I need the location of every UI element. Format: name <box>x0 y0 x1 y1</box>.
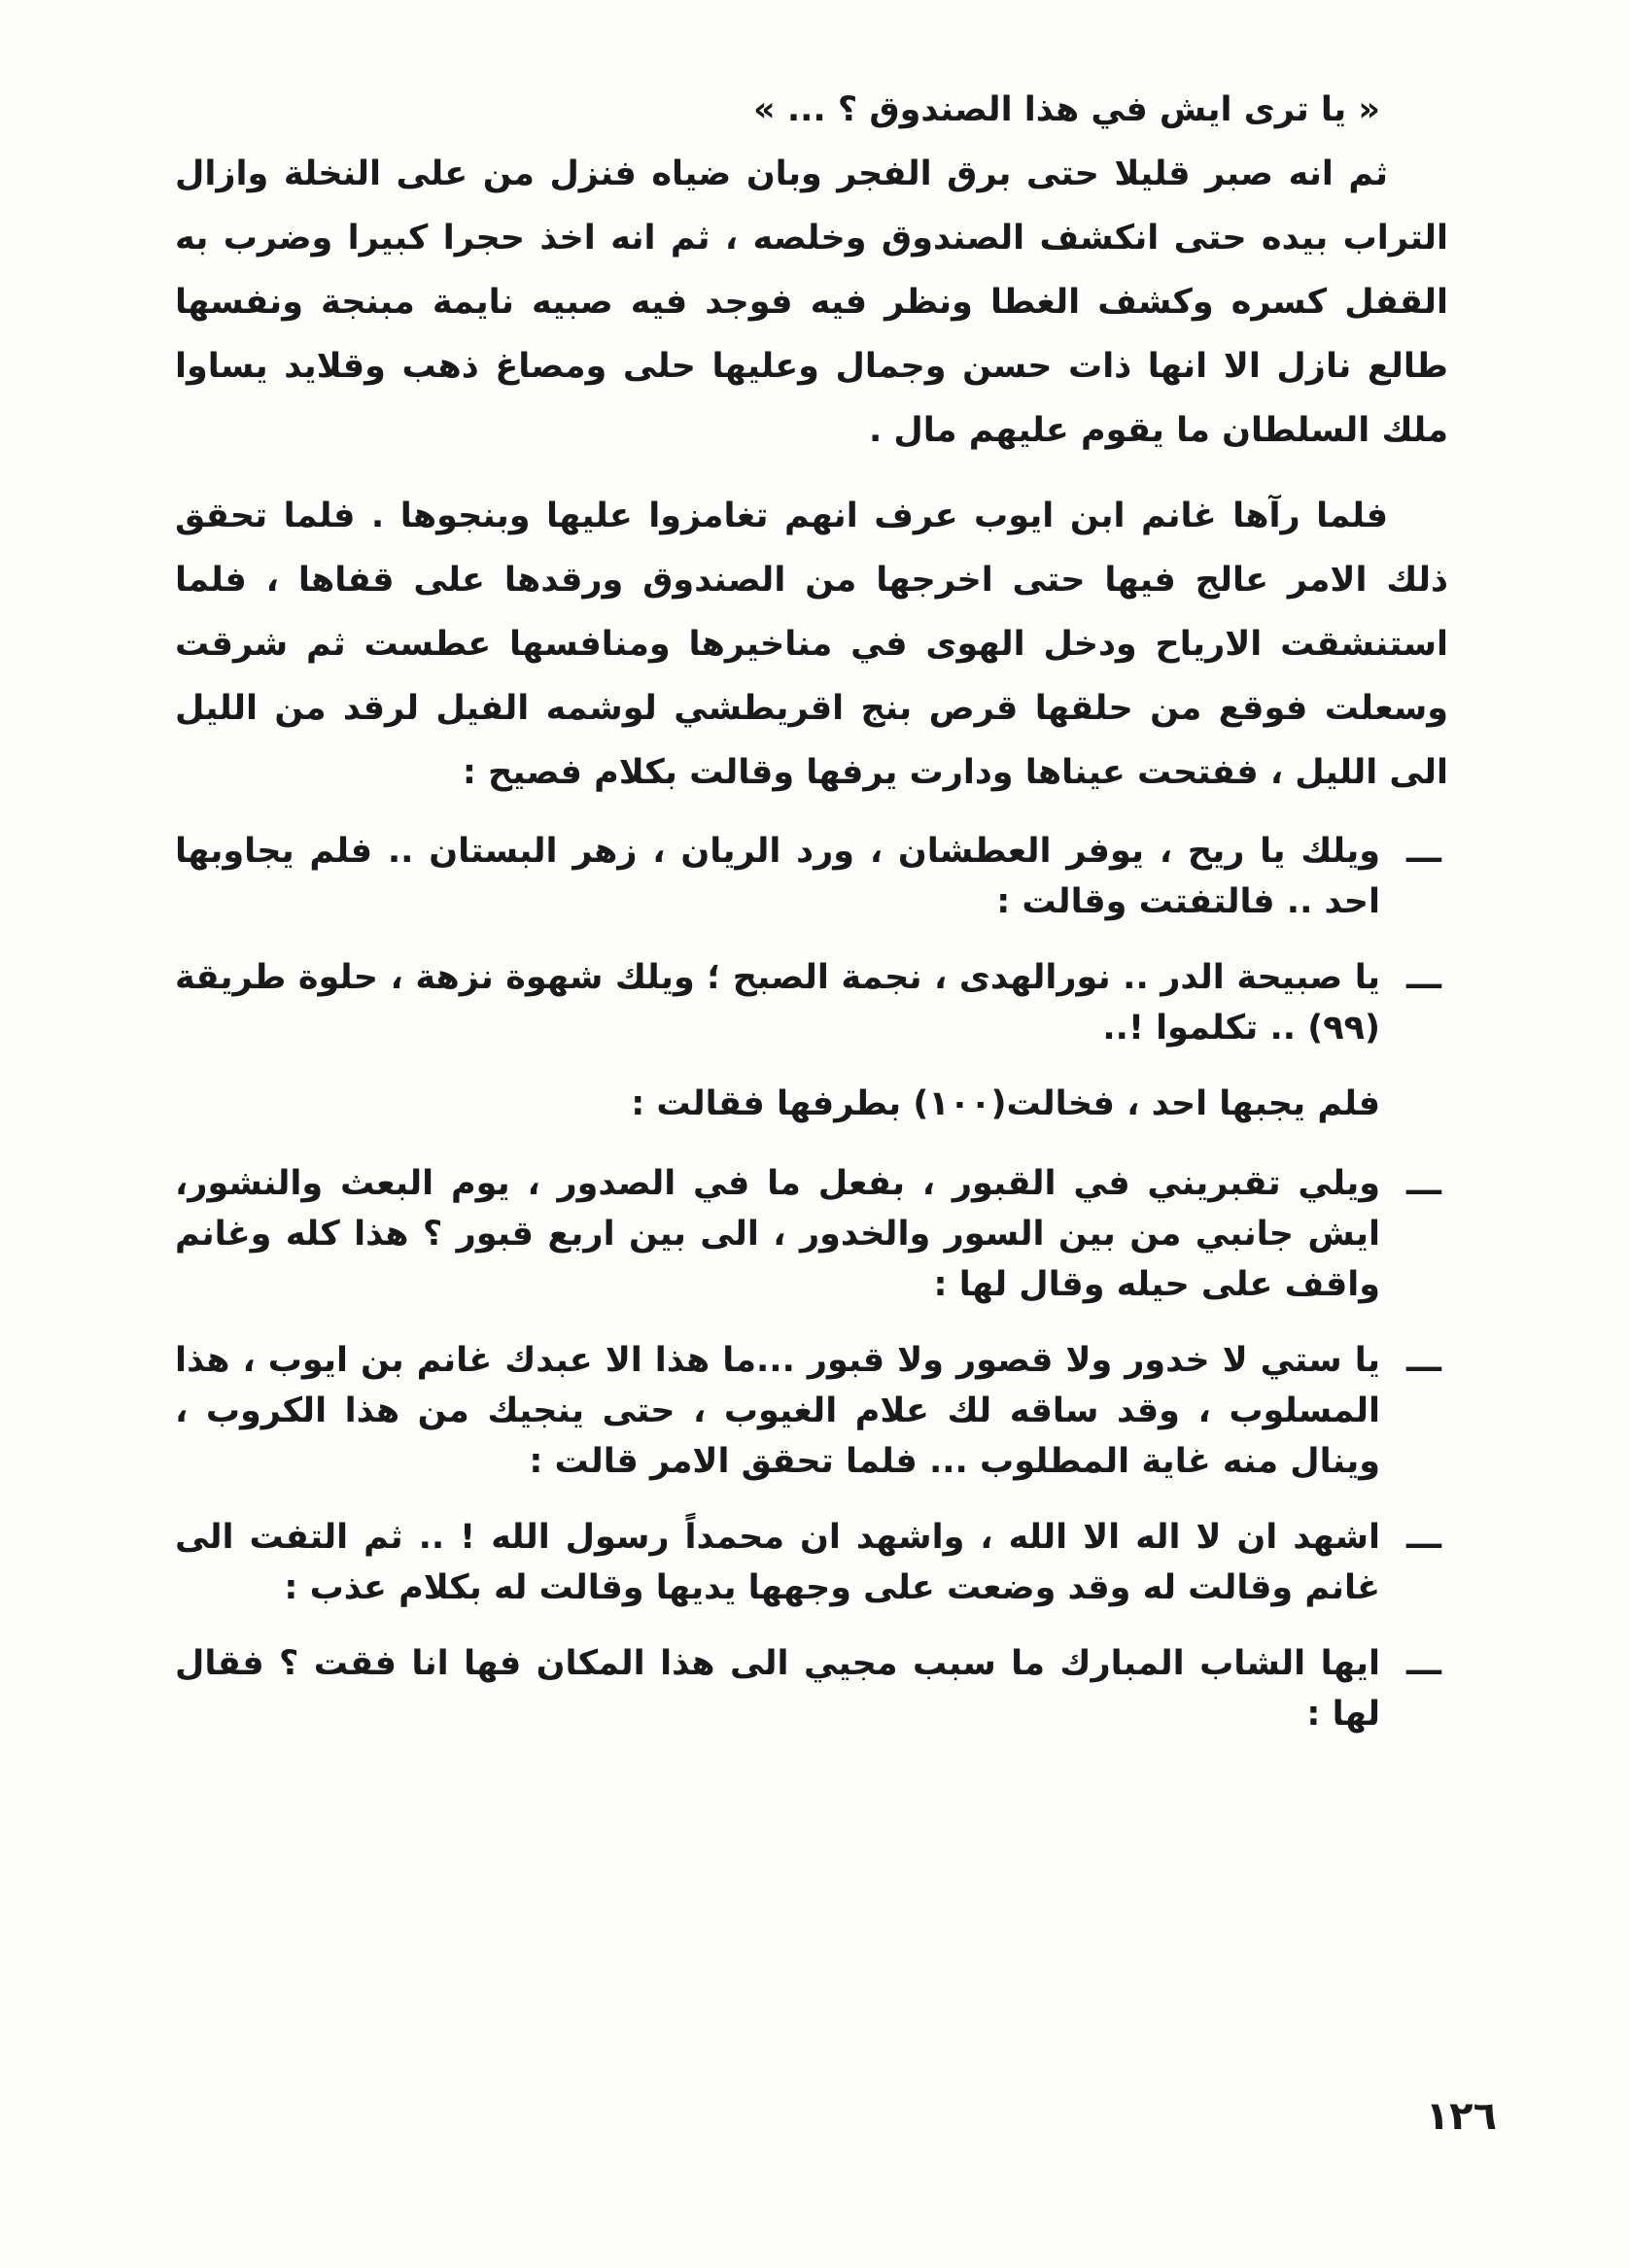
paragraph-1: ثم انه صبر قليلا حتى برق الفجر وبان ضياه فنزل من على النخلة وازال التراب بيده حتى انكشف الصندوق وخلصه ، ثم انه اخذ حجرا كبيرا وضرب به القفل كسره وكشف الغطا ونظر فيه فوجد فيه صبيه نايمة مبنجة ونفسها طالع نازل الا انها ذات حسن وجمال وعليها حلى ومصاغ ذهب وقلايد يساوا ملك السلطان ما يقوم عليهم مال . <box>175 155 1448 450</box>
dialogue-text: ويلك يا ريح ، يوفر العطشان ، ورد الريان ، زهر البستان .. فلم يجاوبها احد .. فالتفتت وقالت : <box>175 832 1380 921</box>
dialogue-dash: ـــ <box>1406 1164 1441 1203</box>
dialogue-dash: ـــ <box>1406 1644 1441 1683</box>
dialogue-item <box>175 826 1448 927</box>
dialogue-item <box>175 1512 1448 1613</box>
dialogue-item <box>175 952 1448 1053</box>
dialogue-dash: ـــ <box>1406 958 1441 997</box>
dialogue-list-2 <box>175 1158 1448 1739</box>
dialogue-text: يا صبيحة الدر .. نورالهدى ، نجمة الصبح ؛ ويلك شهوة نزهة ، حلوة طريقة (٩٩) .. تكلموا !.. <box>175 958 1380 1048</box>
dialogue-list-1 <box>175 826 1448 1053</box>
page-text-body <box>175 78 1448 1765</box>
dialogue-text: ويلي تقبريني في القبور ، بفعل ما في الصدور ، يوم البعث والنشور، ايش جانبي من بين السور والخدور ، الى بين اربع قبور ؟ هذا كله وغانم واقف على حيله وقال لها : <box>175 1164 1380 1304</box>
dialogue-text: يا ستي لا خدور ولا قصور ولا قبور ...ما هذا الا عبدك غانم بن ايوب ، هذا المسلوب ، وقد ساقه لك علام الغيوب ، حتى ينجيك من هذا الكروب ، وينال منه غاية المطلوب ... فلما تحقق الامر قالت : <box>175 1341 1380 1481</box>
narration-line: فلم يجبها احد ، فخالت(١٠٠) بطرفها فقالت : <box>631 1084 1380 1123</box>
dialogue-text: اشهد ان لا اله الا الله ، واشهد ان محمداً رسول الله ! .. ثم التفت الى غانم وقالت له وقد وضعت على وجهها يديها وقالت له بكلام عذب : <box>175 1518 1380 1607</box>
dialogue-text: ايها الشاب المبارك ما سبب مجيي الى هذا المكان فها انا فقت ؟ فقال لها : <box>175 1644 1380 1734</box>
dialogue-dash: ـــ <box>1406 1518 1441 1557</box>
dialogue-dash: ـــ <box>1406 832 1441 871</box>
dialogue-item <box>175 1638 1448 1739</box>
paragraph-2: فلما رآها غانم ابن ايوب عرف انهم تغامزوا عليها وبنجوها . فلما تحقق ذلك الامر عالج فيها حتى اخرجها من الصندوق ورقدها على قفاها ، فلما استنشقت الارياح ودخل الهوى في مناخيرها ومنافسها عطست ثم شرقت وسعلت فوقع من حلقها قرص بنج اقريطشي لوشمه الفيل لرقد من الليل الى الليل ، ففتحت عيناها ودارت يرفها وقالت بكلام فصيح : <box>175 497 1448 792</box>
dialogue-dash: ـــ <box>1406 1341 1441 1380</box>
dialogue-item <box>175 1158 1448 1310</box>
dialogue-item <box>175 1335 1448 1487</box>
opening-quote-line: « يا ترى ايش في هذا الصندوق ؟ ... » <box>753 90 1380 129</box>
page-number: ١٢٦ <box>1425 2094 1497 2139</box>
